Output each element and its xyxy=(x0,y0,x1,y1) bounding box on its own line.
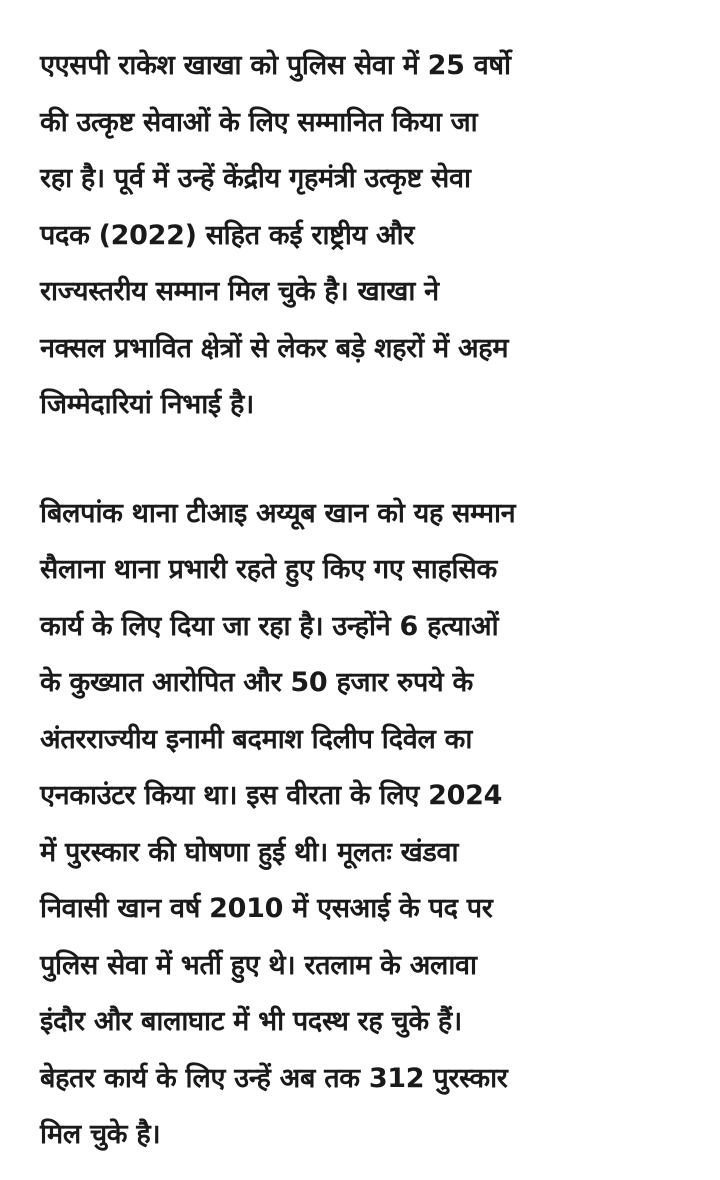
paragraph-line: पुलिस सेवा में भर्ती हुए थे। रतलाम के अलावा xyxy=(40,949,477,981)
paragraph-spacer xyxy=(40,434,690,486)
paragraph-ti-ayyub-khan xyxy=(40,486,690,1164)
paragraph-line: नक्सल प्रभावित क्षेत्रों से लेकर बड़े शहरों में अहम xyxy=(40,332,509,364)
paragraph-line: मिल चुके है। xyxy=(40,1119,161,1150)
article-body xyxy=(40,38,690,1164)
paragraph-line: सैलाना थाना प्रभारी रहते हुए किए गए साहसिक xyxy=(40,554,497,585)
paragraph-line: बेहतर कार्य के लिए उन्हें अब तक 312 पुरस्कार xyxy=(40,1062,508,1094)
paragraph-line: अंतरराज्यीय इनामी बदमाश दिलीप दिवेल का xyxy=(40,723,473,755)
paragraph-line: बिलपांक थाना टीआइ अय्यूब खान को यह सम्मान xyxy=(40,497,516,529)
paragraph-line: रहा है। पूर्व में उन्हें केंद्रीय गृहमंत्री उत्कृष्ट सेवा xyxy=(40,163,471,194)
paragraph-line: निवासी खान वर्ष 2010 में एसआई के पद पर xyxy=(40,893,493,924)
paragraph-line: एएसपी राकेश खाखा को पुलिस सेवा में 25 वर्षो xyxy=(40,50,511,81)
paragraph-line: के कुख्यात आरोपित और 50 हजार रुपये के xyxy=(40,667,473,698)
paragraph-line: कार्य के लिए दिया जा रहा है। उन्होंने 6 हत्याओं xyxy=(40,610,499,642)
paragraph-line: राज्यस्तरीय सम्मान मिल चुके है। खाखा ने xyxy=(40,276,439,307)
paragraph-asp-rakesh-khakha xyxy=(40,38,690,434)
paragraph-line: इंदौर और बालाघाट में भी पदस्थ रह चुके हैं। xyxy=(40,1006,462,1037)
paragraph-line: पदक (2022) सहित कई राष्ट्रीय और xyxy=(40,219,415,251)
paragraph-line: में पुरस्कार की घोषणा हुई थी। मूलतः खंडवा xyxy=(40,836,459,868)
paragraph-line: की उत्कृष्ट सेवाओं के लिए सम्मानित किया जा xyxy=(40,106,478,138)
paragraph-line: जिम्मेदारियां निभाई है। xyxy=(40,389,254,420)
paragraph-line: एनकाउंटर किया था। इस वीरता के लिए 2024 xyxy=(40,780,503,811)
